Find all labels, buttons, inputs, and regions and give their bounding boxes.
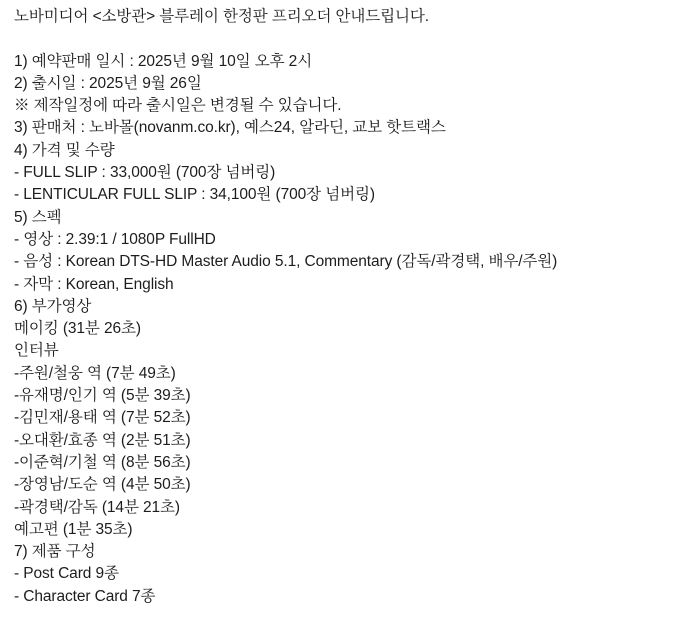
- document-line: - 음성 : Korean DTS-HD Master Audio 5.1, Commentary (감독/곽경택, 배우/주원): [14, 253, 558, 271]
- document-title-line: 노바미디어 <소방관> 블루레이 한정판 프리오더 안내드립니다.: [14, 8, 429, 25]
- document-line: 예고편 (1분 35초): [14, 520, 133, 538]
- document-line: ※ 제작일정에 따라 출시일은 변경될 수 있습니다.: [14, 97, 342, 115]
- document-line: 6) 부가영상: [14, 297, 92, 315]
- document-line: 3) 판매처 : 노바몰(novanm.co.kr), 예스24, 알라딘, 교보 핫트랙스: [14, 119, 446, 137]
- document-line: -오대환/효종 역 (2분 51초): [14, 431, 191, 449]
- document-line: - Post Card 9종: [14, 565, 119, 583]
- document-line: 메이킹 (31분 26초): [14, 320, 141, 338]
- document-line: 7) 제품 구성: [14, 543, 96, 561]
- document-line: 인터뷰: [14, 342, 59, 360]
- document-line: - LENTICULAR FULL SLIP : 34,100원 (700장 넘버링): [14, 186, 375, 204]
- document-line: -곽경택/감독 (14분 21초): [14, 498, 180, 516]
- document-line: 5) 스펙: [14, 208, 62, 226]
- document-line: -김민재/용태 역 (7분 52초): [14, 409, 191, 427]
- document-line: - Character Card 7종: [14, 587, 156, 605]
- document-line: -장영남/도순 역 (4분 50초): [14, 476, 191, 494]
- document-line: 2) 출시일 : 2025년 9월 26일: [14, 74, 202, 92]
- document-line: -주원/철웅 역 (7분 49초): [14, 364, 176, 382]
- document-line: 1) 예약판매 일시 : 2025년 9월 10일 오후 2시: [14, 52, 313, 70]
- document-line: - FULL SLIP : 33,000원 (700장 넘버링): [14, 164, 276, 182]
- document-line: -유재명/인기 역 (5분 39초): [14, 387, 191, 405]
- document-line: -이준혁/기철 역 (8분 56초): [14, 453, 191, 471]
- document-line: - 자막 : Korean, English: [14, 275, 174, 293]
- blank-line: [14, 28, 674, 50]
- document-line: - 영상 : 2.39:1 / 1080P FullHD: [14, 230, 216, 248]
- document-line: 4) 가격 및 수량: [14, 141, 115, 159]
